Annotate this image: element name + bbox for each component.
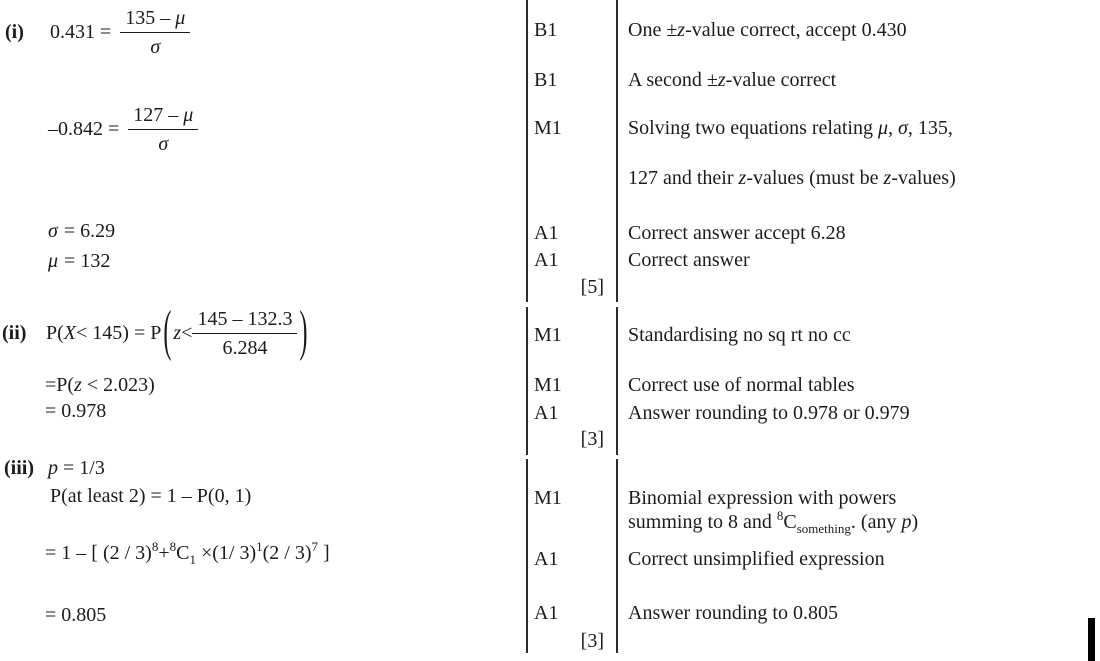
mark-code: A1 [534,548,559,570]
text: -value correct, accept 0.430 [685,19,907,41]
mark-code: B1 [534,19,558,41]
z-symbol: z [717,69,726,91]
divider-right-segment-iii [616,459,618,653]
p-symbol: p [901,511,912,533]
mark-code: M1 [534,374,562,396]
text: One ± [628,19,678,41]
combination-c: C [176,542,190,564]
part-iii-line-2: P(at least 2) = 1 – P(0, 1) [50,485,252,507]
superscript: 8 [776,508,784,523]
close-paren: ) [299,301,308,363]
text: . (any [850,511,902,533]
divider-left-segment-ii [526,307,528,455]
mark-code: A1 [534,602,559,624]
mark-code: M1 [534,324,562,346]
mark-total: [5] [580,276,604,298]
text: = 1 – [ (2 / 3) [45,542,152,564]
mark-code: A1 [534,222,559,244]
mark-code: B1 [534,69,558,91]
text: Solving two equations relating [628,117,878,139]
z-symbol: z [74,374,82,396]
p-symbol: p [48,457,58,479]
mark-code: M1 [534,487,562,509]
text-cursor-bar [1088,618,1095,661]
part-iii-label: (iii) [4,457,34,479]
comment-line: Binomial expression with powers [628,487,897,509]
text: -values) [891,167,956,189]
text: summing to 8 and [628,511,777,533]
subscript: 1 [189,552,196,567]
result-value: = 6.29 [63,220,116,242]
divider-right-segment-i [616,0,618,302]
comment-line [628,68,836,92]
fraction [192,307,297,360]
result-value: = 132 [64,250,111,272]
combination-c: C [783,511,797,533]
part-iii-line-3 [45,541,330,567]
part-ii-line-3: = 0.978 [45,400,107,422]
comment-line [628,18,907,42]
divider-left-segment-i [526,0,528,302]
mark-total: [3] [580,630,604,652]
equation-lhs: –0.842 = [48,117,120,140]
comment-line [628,166,956,190]
part-i-result-mu [48,249,110,273]
z-symbol: z [677,19,686,41]
superscript: 1 [256,539,263,554]
comment-line: Answer rounding to 0.805 [628,602,838,624]
z-symbol: z [883,167,892,189]
part-i-equation-1 [5,4,190,60]
text: 127 and their [628,167,739,189]
mu-symbol: μ [175,6,186,29]
mark-code: A1 [534,402,559,424]
mark-code: A1 [534,249,559,271]
superscript: 8 [169,539,177,554]
fraction-denominator: 6.284 [222,336,268,359]
subscript: something [796,521,851,536]
part-ii-line-2 [45,373,155,397]
less-than: < [181,321,193,344]
divider-right-segment-ii [616,307,618,455]
fraction-numerator [120,6,190,33]
numerator-text: 135 – [125,6,176,29]
part-iii-line-1 [4,456,105,480]
text: ) [911,511,919,533]
equation-lhs: 0.431 = [50,20,112,43]
fraction-numerator: 145 – 132.3 [192,307,297,334]
comment-line [628,116,953,140]
fraction-numerator [128,103,198,130]
mark-total: [3] [580,428,604,450]
comment-line: Correct answer accept 6.28 [628,222,846,244]
part-ii-label: (ii) [2,321,27,344]
text: , [888,117,899,139]
mu-symbol: μ [183,103,194,126]
text: -value correct [725,69,837,91]
divider-left-segment-iii [526,459,528,653]
text: < 2.023) [81,374,155,396]
comment-line: Correct unsimplified expression [628,548,885,570]
part-i-label: (i) [5,20,24,43]
text: ] [318,542,330,564]
comment-line [628,510,918,536]
mu-symbol: μ [48,250,59,272]
comment-line: Answer rounding to 0.978 or 0.979 [628,402,910,424]
part-i-result-sigma [48,219,115,243]
fraction [120,6,190,59]
fraction [128,103,198,156]
comment-line: Correct answer [628,249,750,271]
prob-lhs-rest: < 145) = P [76,321,162,344]
superscript: 7 [311,539,318,554]
mark-code: M1 [534,117,562,139]
z-symbol: z [173,321,182,344]
z-symbol: z [738,167,747,189]
text: -values (must be [746,167,884,189]
x-symbol: X [63,321,77,344]
part-ii-equation-1 [2,303,309,363]
text: = 1/3 [58,457,105,479]
superscript: 8 [151,539,159,554]
fraction-denominator: σ [158,132,169,155]
comment-line: Standardising no sq rt no cc [628,324,851,346]
text: =P( [45,374,75,396]
mu-symbol: μ [877,117,889,139]
open-paren: ( [163,301,172,363]
part-iii-line-4: = 0.805 [45,604,107,626]
prob-lhs: P( [46,321,64,344]
text: (2 / 3) [262,542,312,564]
part-i-equation-2 [48,101,198,157]
sigma-symbol: σ [48,220,58,242]
fraction-denominator: σ [150,35,161,58]
text: A second ± [628,69,718,91]
text: , 135, [907,117,953,139]
plus-sign: + [158,542,170,564]
numerator-text: 127 – [133,103,184,126]
comment-line: Correct use of normal tables [628,374,855,396]
text: ×(1/ 3) [195,542,257,564]
sigma-symbol: σ [898,117,908,139]
